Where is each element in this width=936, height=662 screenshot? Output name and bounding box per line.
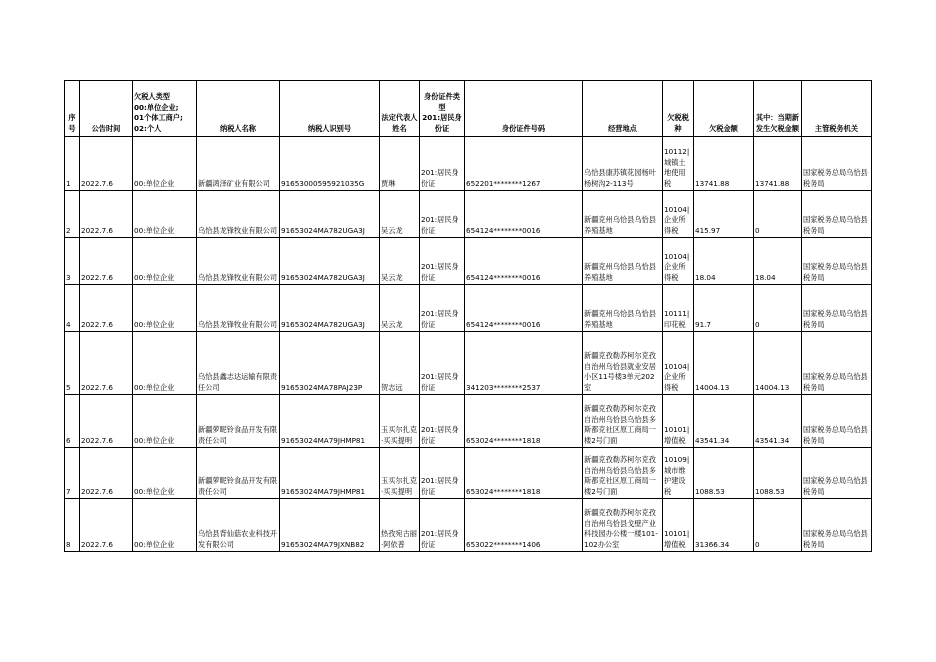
cell-date: 2022.7.6 (80, 285, 133, 332)
cell-type: 00:单位企业 (133, 499, 197, 552)
col-header-name: 纳税人名称 (197, 81, 280, 137)
col-header-newamount: 其中：当期新发生欠税金额 (754, 81, 802, 137)
cell-taxid: 91653024MA782UGA3J (280, 238, 380, 285)
cell-addr: 新疆克州乌恰县乌恰县养殖基地 (583, 285, 663, 332)
cell-amount: 415.97 (694, 191, 754, 238)
cell-type: 00:单位企业 (133, 395, 197, 448)
cell-date: 2022.7.6 (80, 137, 133, 191)
cell-taxkind: 10101|增值税 (663, 499, 694, 552)
cell-taxkind: 10111|印花税 (663, 285, 694, 332)
cell-amount: 13741.88 (694, 137, 754, 191)
cell-newamount: 18.04 (754, 238, 802, 285)
cell-taxid: 91653024MA79JHMP81 (280, 395, 380, 448)
cell-amount: 18.04 (694, 238, 754, 285)
cell-addr: 新疆克孜勒苏柯尔克孜自治州乌恰县乌恰县多斯都克社区原工商局一楼2号门面 (583, 448, 663, 499)
cell-taxid: 91653024MA782UGA3J (280, 191, 380, 238)
cell-type: 00:单位企业 (133, 238, 197, 285)
cell-amount: 91.7 (694, 285, 754, 332)
cell-taxkind: 10109|城市维护建设税 (663, 448, 694, 499)
tax-arrears-sheet (64, 80, 872, 552)
cell-name: 新疆萝昵铃食品开发有限责任公司 (197, 448, 280, 499)
cell-name: 乌恰县龙锋牧业有限公司 (197, 238, 280, 285)
tax-arrears-table (64, 80, 872, 552)
table-row (65, 238, 872, 285)
cell-idno: 654124********0016 (465, 191, 583, 238)
cell-date: 2022.7.6 (80, 448, 133, 499)
cell-taxkind: 10104|企业所得税 (663, 332, 694, 395)
cell-idtype: 201:居民身份证 (420, 499, 465, 552)
cell-name: 乌恰县鑫志达运输有限责任公司 (197, 332, 280, 395)
cell-rep: 贾琳 (380, 137, 420, 191)
cell-rep: 贺志远 (380, 332, 420, 395)
col-header-amount: 欠税金额 (694, 81, 754, 137)
cell-office: 国家税务总局乌恰县税务局 (802, 332, 872, 395)
cell-newamount: 0 (754, 499, 802, 552)
cell-idno: 653022********1406 (465, 499, 583, 552)
cell-seq: 4 (65, 285, 80, 332)
cell-addr: 新疆克州乌恰县乌恰县养殖基地 (583, 238, 663, 285)
cell-addr: 新疆克孜勒苏柯尔克孜自治州乌恰县戈壁产业科技园办公楼一楼101-102办公室 (583, 499, 663, 552)
cell-amount: 43541.34 (694, 395, 754, 448)
cell-newamount: 1088.53 (754, 448, 802, 499)
cell-office: 国家税务总局乌恰县税务局 (802, 137, 872, 191)
col-header-idno: 身份证件号码 (465, 81, 583, 137)
col-header-taxkind: 欠税税种 (663, 81, 694, 137)
table-row (65, 499, 872, 552)
table-row (65, 137, 872, 191)
cell-taxkind: 10104|企业所得税 (663, 238, 694, 285)
cell-name: 乌恰县龙锋牧业有限公司 (197, 285, 280, 332)
cell-type: 00:单位企业 (133, 285, 197, 332)
cell-taxid: 91653024MA79JXNB82 (280, 499, 380, 552)
cell-seq: 6 (65, 395, 80, 448)
cell-addr: 乌恰县康苏镇花园杨叶杨树沟2-113号 (583, 137, 663, 191)
cell-newamount: 0 (754, 285, 802, 332)
cell-rep: 吴云龙 (380, 191, 420, 238)
cell-taxid: 91653024MA78PAJ23P (280, 332, 380, 395)
col-header-office: 主管税务机关 (802, 81, 872, 137)
cell-type: 00:单位企业 (133, 332, 197, 395)
col-header-taxid: 纳税人识别号 (280, 81, 380, 137)
cell-taxid: 91653024MA782UGA3J (280, 285, 380, 332)
cell-office: 国家税务总局乌恰县税务局 (802, 238, 872, 285)
cell-idtype: 201:居民身份证 (420, 285, 465, 332)
cell-newamount: 13741.88 (754, 137, 802, 191)
cell-office: 国家税务总局乌恰县税务局 (802, 448, 872, 499)
cell-name: 新疆萝昵铃食品开发有限责任公司 (197, 395, 280, 448)
cell-addr: 新疆克孜勒苏柯尔克孜自治州乌恰县就业安居小区11号楼3单元202室 (583, 332, 663, 395)
table-row (65, 285, 872, 332)
cell-office: 国家税务总局乌恰县税务局 (802, 395, 872, 448)
col-header-addr: 经营地点 (583, 81, 663, 137)
table-row (65, 448, 872, 499)
cell-idno: 341203********2537 (465, 332, 583, 395)
cell-idno: 652201********1267 (465, 137, 583, 191)
col-header-rep: 法定代表人姓名 (380, 81, 420, 137)
cell-idtype: 201:居民身份证 (420, 332, 465, 395)
col-header-idtype: 身份证件类型 201:居民身份证 (420, 81, 465, 137)
col-header-date: 公告时间 (80, 81, 133, 137)
col-header-type: 欠税人类型 00:单位企业; 01个体工商户; 02:个人 (133, 81, 197, 137)
cell-seq: 1 (65, 137, 80, 191)
cell-seq: 2 (65, 191, 80, 238)
cell-idtype: 201:居民身份证 (420, 448, 465, 499)
cell-amount: 14004.13 (694, 332, 754, 395)
cell-rep: 玉买尔扎克·买买提明 (380, 448, 420, 499)
cell-taxkind: 10101|增值税 (663, 395, 694, 448)
cell-type: 00:单位企业 (133, 448, 197, 499)
cell-idtype: 201:居民身份证 (420, 238, 465, 285)
cell-rep: 吴云龙 (380, 238, 420, 285)
cell-office: 国家税务总局乌恰县税务局 (802, 499, 872, 552)
table-row (65, 332, 872, 395)
cell-idno: 653024********1818 (465, 395, 583, 448)
cell-amount: 31366.34 (694, 499, 754, 552)
cell-taxid: 91653024MA79JHMP81 (280, 448, 380, 499)
cell-newamount: 14004.13 (754, 332, 802, 395)
cell-addr: 新疆克州乌恰县乌恰县养殖基地 (583, 191, 663, 238)
table-row (65, 395, 872, 448)
cell-office: 国家税务总局乌恰县税务局 (802, 285, 872, 332)
table-row (65, 191, 872, 238)
cell-date: 2022.7.6 (80, 395, 133, 448)
cell-seq: 3 (65, 238, 80, 285)
cell-rep: 玉买尔扎克·买买提明 (380, 395, 420, 448)
cell-newamount: 43541.34 (754, 395, 802, 448)
header-row (65, 81, 872, 137)
cell-taxkind: 10112|城镇土地使用税 (663, 137, 694, 191)
cell-date: 2022.7.6 (80, 499, 133, 552)
cell-date: 2022.7.6 (80, 238, 133, 285)
cell-taxkind: 10104|企业所得税 (663, 191, 694, 238)
cell-type: 00:单位企业 (133, 137, 197, 191)
cell-addr: 新疆克孜勒苏柯尔克孜自治州乌恰县乌恰县多斯都克社区原工商局一楼2号门面 (583, 395, 663, 448)
cell-name: 新疆鸿泽矿业有限公司 (197, 137, 280, 191)
cell-seq: 5 (65, 332, 80, 395)
cell-name: 乌恰县龙锋牧业有限公司 (197, 191, 280, 238)
cell-amount: 1088.53 (694, 448, 754, 499)
cell-rep: 吴云龙 (380, 285, 420, 332)
cell-idno: 653024********1818 (465, 448, 583, 499)
cell-name: 乌恰县背仙菇农业科技开发有限公司 (197, 499, 280, 552)
cell-seq: 7 (65, 448, 80, 499)
col-header-seq: 序号 (65, 81, 80, 137)
cell-office: 国家税务总局乌恰县税务局 (802, 191, 872, 238)
cell-idtype: 201:居民身份证 (420, 395, 465, 448)
cell-idtype: 201:居民身份证 (420, 191, 465, 238)
cell-date: 2022.7.6 (80, 191, 133, 238)
cell-type: 00:单位企业 (133, 191, 197, 238)
cell-rep: 热孜宛古丽·阿依普 (380, 499, 420, 552)
cell-date: 2022.7.6 (80, 332, 133, 395)
cell-idtype: 201:居民身份证 (420, 137, 465, 191)
cell-idno: 654124********0016 (465, 238, 583, 285)
cell-seq: 8 (65, 499, 80, 552)
cell-newamount: 0 (754, 191, 802, 238)
cell-idno: 654124********0016 (465, 285, 583, 332)
cell-taxid: 91653000595921035G (280, 137, 380, 191)
